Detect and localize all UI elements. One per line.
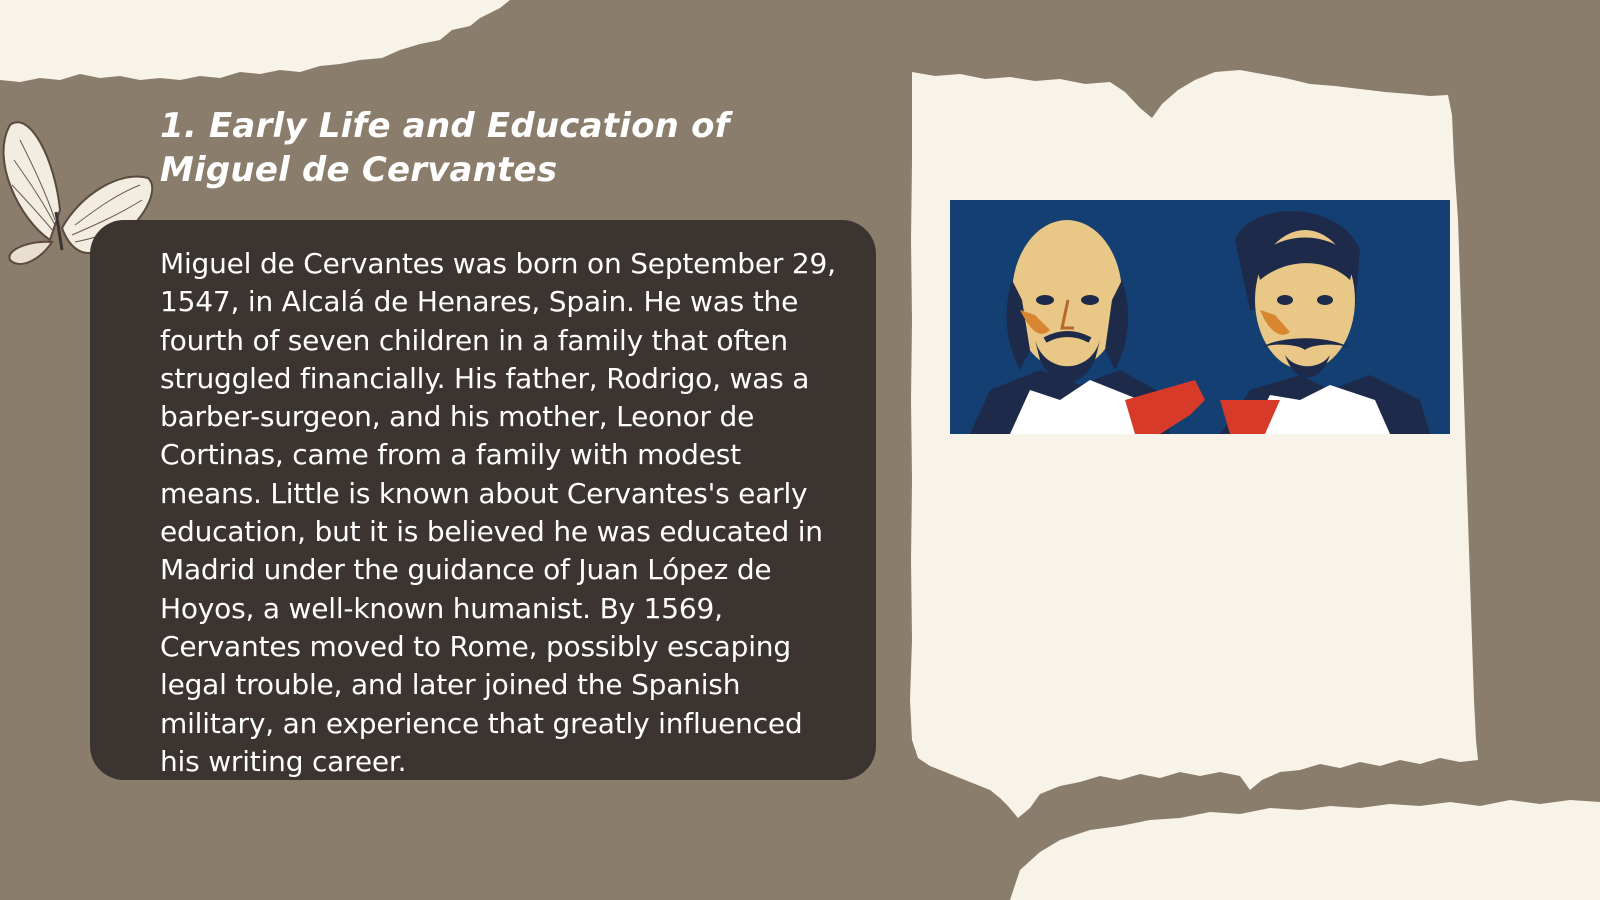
torn-paper-top-left [0, 0, 510, 82]
portrait-illustration [950, 200, 1450, 434]
torn-paper-bottom-right [1010, 800, 1600, 900]
slide-title: 1. Early Life and Education of Miguel de Cervantes [160, 106, 730, 190]
torn-paper-right-sheet [910, 70, 1478, 818]
body-paragraph: Miguel de Cervantes was born on September 29, 1547, in Alcalá de Henares, Spain. He was the fourth of seven children in a family that often struggled financially. His father, Rodrigo, was a barber-surgeon, and his mother, Leonor de Cortinas, came from a family with modest means. Little is known about Cervantes's early education, but it is believed he was educated in Madrid under the guidance of Juan López de Hoyos, a well-known humanist. By 1569, Cervantes moved to Rome, possibly escaping legal trouble, and later joined the Spanish military, an experience that greatly influenced his writing career. [160, 247, 836, 778]
